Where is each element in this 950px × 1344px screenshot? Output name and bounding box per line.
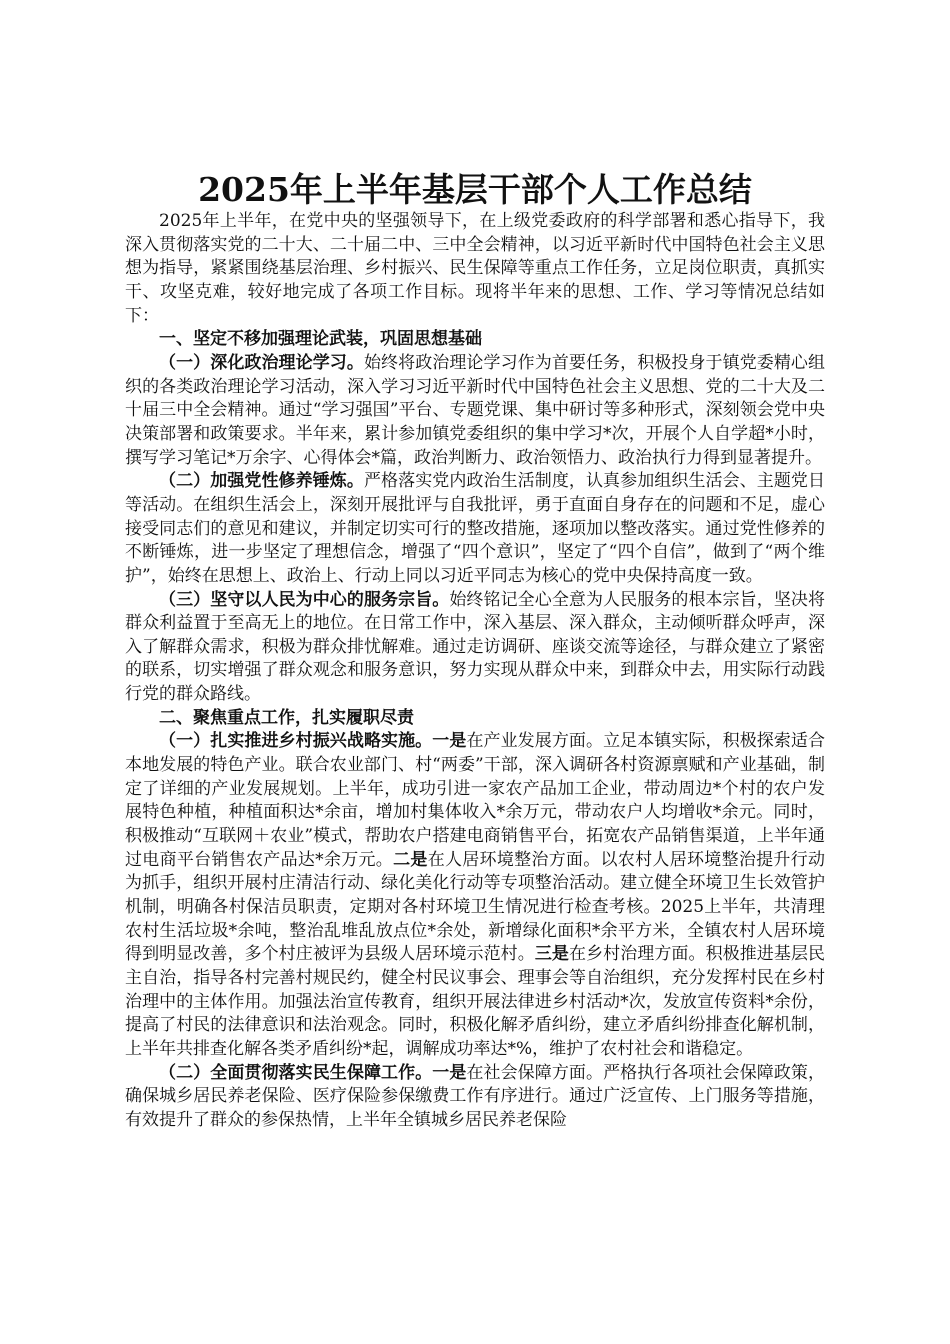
section-1-heading: 一、坚定不移加强理论武装，巩固思想基础 <box>159 329 482 350</box>
paragraph-lead: （二）全面贯彻落实民生保障工作。 <box>159 1062 433 1083</box>
paragraph-text: 在产业发展方面。立足本镇实际，积极探索适合本地发展的特色产业。联合农业部门、村“两委”干部，深入调研各村资源禀赋和产业基础，制定了详细的产业发展规划。上半年，成功引进一家农产品加工企业，带动周边*个村的农户发展特色种植，种植面积达*余亩，增加村集体收入*余万元，带动农户人均增收*余元。同时，积极推动“互联网＋农业”模式，帮助农户搭建电商销售平台，拓宽农产品销售渠道，上半年通过电商平台销售农产品达*余万元。 <box>125 731 826 870</box>
paragraph-text: 始终铭记全心全意为人民服务的根本宗旨，坚决将群众利益置于至高无上的地位。在日常工作中，深入基层、深入群众，主动倾听群众呼声，深入了解群众需求，积极为群众排忧解难。通过走访调研、座谈交流等途径，与群众建立了紧密的联系，切实增强了群众观念和服务意识，努力实现从群众中来，到群众中去，用实际行动践行党的群众路线。 <box>125 589 826 705</box>
ordinal-marker: 一是 <box>432 1062 467 1083</box>
intro-paragraph: 2025年上半年，在党中央的坚强领导下，在上级党委政府的科学部署和悉心指导下，我深入贯彻落实党的二十大、二十届二中、三中全会精神，以习近平新时代中国特色社会主义思想为指导，紧紧围绕基层治理、乡村振兴、民生保障等重点工作任务，立足岗位职责，真抓实干、攻坚克难，较好地完成了各项工作目标。现将半年来的思想、工作、学习等情况总结如下： <box>125 211 825 326</box>
paragraph-lead: （一）深化政治理论学习。 <box>159 352 364 373</box>
section-1-paragraph-1 <box>125 352 825 470</box>
section-2-paragraph-1 <box>125 730 825 1061</box>
section-2-heading: 二、聚焦重点工作，扎实履职尽责 <box>159 707 414 728</box>
ordinal-marker: 一是 <box>432 731 467 752</box>
paragraph-text: 在乡村治理方面。积极推进基层民主自治，指导各村完善村规民约，健全村民议事会、理事会等自治组织，充分发挥村民在乡村治理中的主体作用。加强法治宣传教育，组织开展法律进乡村活动*次，发放宣传资料*余份，提高了村民的法律意识和法治观念。同时，积极化解矛盾纠纷，建立矛盾纠纷排查化解机制，上半年共排查化解各类矛盾纠纷*起，调解成功率达*%，维护了农村社会和谐稳定。 <box>125 944 826 1059</box>
paragraph-lead: （一）扎实推进乡村振兴战略实施。 <box>159 731 433 752</box>
paragraph-text: 在人居环境整治方面。以农村人居环境整治提升行动为抓手，组织开展村庄清洁行动、绿化美化行动等专项整治活动。建立健全环境卫生长效管护机制，明确各村保洁员职责，定期对各村环境卫生情况进行检查考核。2025上半年，共清理农村生活垃圾*余吨，整治乱堆乱放点位*余处，新增绿化面积*余平方米，全镇农村人居环境得到明显改善，多个村庄被评为县级人居环境示范村。 <box>125 849 826 965</box>
paragraph-lead: （三）坚守以人民为中心的服务宗旨。 <box>159 589 450 610</box>
paragraph-text: 在社会保障方面。严格执行各项社会保障政策，确保城乡居民养老保险、医疗保险参保缴费工作有序进行。通过广泛宣传、上门服务等措施，有效提升了群众的参保热情，上半年全镇城乡居民养老保险 <box>125 1062 826 1130</box>
ordinal-marker: 二是 <box>393 849 428 870</box>
paragraph-lead: （二）加强党性修养锤炼。 <box>159 471 364 492</box>
section-2-paragraph-2 <box>125 1062 825 1133</box>
paragraph-text: 严格落实党内政治生活制度，认真参加组织生活会、主题党日等活动。在组织生活会上，深刻开展批评与自我批评，勇于直面自身存在的问题和不足，虚心接受同志们的意见和建议，并制定切实可行的整改措施，逐项加以整改落实。通过党性修养的不断锤炼，进一步坚定了理想信念，增强了“四个意识”，坚定了“四个自信”，做到了“两个维护”，始终在思想上、政治上、行动上同以习近平同志为核心的党中央保持高度一致。 <box>125 471 826 586</box>
paragraph-text: 始终将政治理论学习作为首要任务，积极投身于镇党委精心组织的各类政治理论学习活动，深入学习习近平新时代中国特色社会主义思想、党的二十大及二十届三中全会精神。通过“学习强国”平台、专题党课、集中研讨等多种形式，深刻领会党中央决策部署和政策要求。半年来，累计参加镇党委组织的集中学习*次，开展个人自学超*小时，撰写学习笔记*万余字、心得体会*篇，政治判断力、政治领悟力、政治执行力得到显著提升。 <box>125 352 826 468</box>
section-1-paragraph-3 <box>125 589 825 707</box>
ordinal-marker: 三是 <box>534 944 569 965</box>
document-body <box>125 210 825 1133</box>
document-title: 2025年上半年基层干部个人工作总结 <box>198 170 752 209</box>
section-1-paragraph-2 <box>125 470 825 588</box>
